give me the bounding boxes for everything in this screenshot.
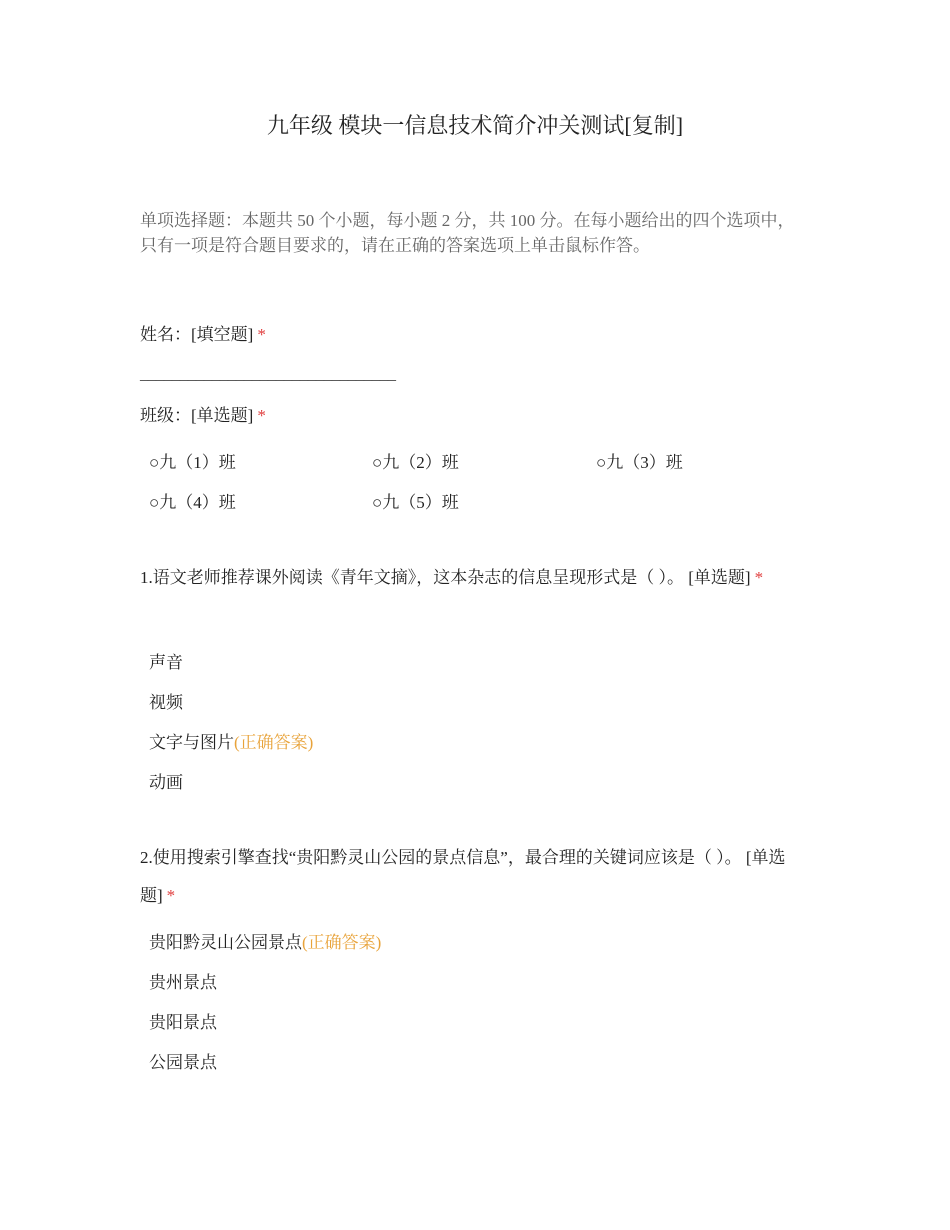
class-option-2[interactable]: ○九（2）班 (372, 453, 459, 472)
name-question-type: [填空题] (191, 325, 254, 344)
q2-option-c[interactable]: 贵阳景点 (149, 1013, 217, 1032)
class-option-4[interactable]: ○九（4）班 (149, 493, 236, 512)
required-mark: * (257, 406, 266, 425)
q2-option-b[interactable]: 贵州景点 (149, 973, 217, 992)
q2-option-a-text: 贵阳黔灵山公园景点 (149, 933, 302, 952)
class-question-type: [单选题] (191, 406, 254, 425)
correct-answer-tag: (正确答案) (234, 733, 314, 752)
name-blank-field[interactable]: ________________________________ (140, 366, 396, 383)
q1-option-c-text: 文字与图片 (149, 733, 234, 752)
question-2-text: 2.使用搜索引擎查找“贵阳黔灵山公园的景点信息”，最合理的关键词应该是（ ）。 [单选题] (140, 848, 786, 905)
name-question-label: 姓名： (140, 325, 191, 344)
class-option-3[interactable]: ○九（3）班 (596, 453, 683, 472)
q1-option-a[interactable]: 声音 (149, 653, 183, 672)
class-question-header (140, 397, 810, 435)
q1-option-b[interactable]: 视频 (149, 693, 183, 712)
class-option-1[interactable]: ○九（1）班 (149, 453, 236, 472)
q1-option-d[interactable]: 动画 (149, 773, 183, 792)
q1-option-c[interactable] (149, 731, 313, 755)
required-mark: * (166, 886, 176, 905)
class-question-label: 班级： (140, 406, 191, 425)
required-mark: * (257, 325, 266, 344)
correct-answer-tag: (正确答案) (302, 933, 382, 952)
question-1-text: 1.语文老师推荐课外阅读《青年文摘》，这本杂志的信息呈现形式是（ ）。 [单选题] (140, 568, 751, 587)
question-1-header (140, 559, 810, 597)
question-2-header (140, 839, 810, 915)
instructions: 单项选择题：本题共 50 个小题，每小题 2 分，共 100 分。在每小题给出的四个选项中，只有一项是符合题目要求的，请在正确的答案选项上单击鼠标作答。 (140, 211, 795, 255)
required-mark: * (754, 568, 764, 587)
class-option-5[interactable]: ○九（5）班 (372, 493, 459, 512)
page-title: 九年级 模块一信息技术简介冲关测试[复制] (266, 113, 684, 138)
q2-option-a[interactable] (149, 931, 381, 955)
q2-option-d[interactable]: 公园景点 (149, 1053, 217, 1072)
name-question-header (140, 316, 810, 354)
